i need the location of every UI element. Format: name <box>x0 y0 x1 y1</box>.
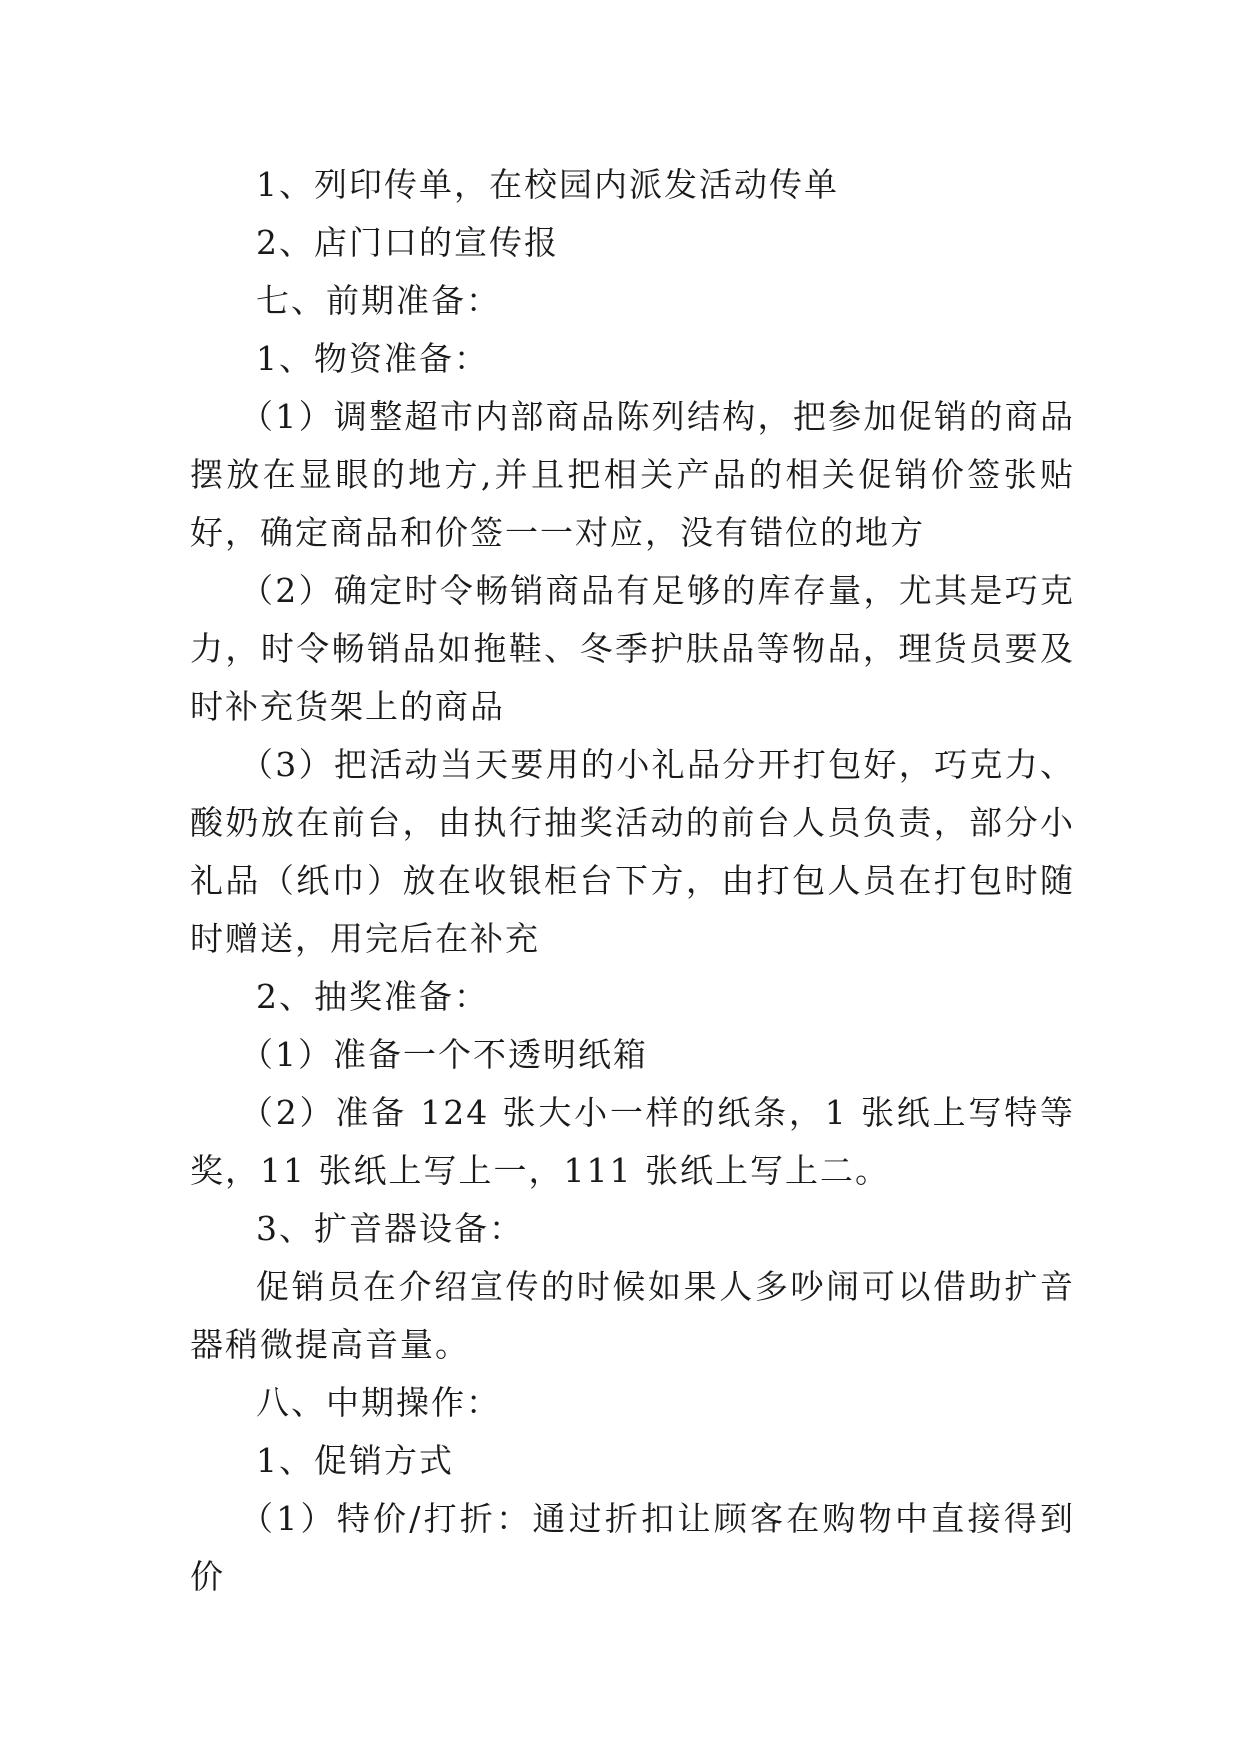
subheading-promotion-method: 1、促销方式 <box>256 1441 454 1480</box>
paragraph-lottery-2: （2）准备 124 张大小一样的纸条，1 张纸上写特等奖，11 张纸上写上一，111 张纸上写上二。 <box>190 1093 1075 1190</box>
paragraph-materials-1: （1）调整超市内部商品陈列结构，把参加促销的商品摆放在显眼的地方,并且把相关产品的相关促销价签张贴好，确定商品和价签一一对应，没有错位的地方 <box>190 397 1075 552</box>
paragraph-flyer-printing: 1、列印传单，在校园内派发活动传单 <box>256 165 839 204</box>
section-heading-preparation: 七、前期准备： <box>256 281 501 320</box>
subheading-lottery: 2、抽奖准备： <box>256 977 489 1016</box>
paragraph-materials-2: （2）确定时令畅销商品有足够的库存量，尤其是巧克力，时令畅销品如拖鞋、冬季护肤品等物品，理货员要及时补充货架上的商品 <box>190 571 1075 726</box>
subheading-materials: 1、物资准备： <box>256 339 489 378</box>
paragraph-materials-3: （3）把活动当天要用的小礼品分开打包好，巧克力、酸奶放在前台，由执行抽奖活动的前台人员负责，部分小礼品（纸巾）放在收银柜台下方，由打包人员在打包时随时赠送，用完后在补充 <box>190 745 1075 958</box>
section-heading-operation: 八、中期操作： <box>256 1383 501 1422</box>
paragraph-loudspeaker: 促销员在介绍宣传的时候如果人多吵闹可以借助扩音器稍微提高音量。 <box>190 1267 1075 1364</box>
paragraph-lottery-1: （1）准备一个不透明纸箱 <box>240 1035 648 1074</box>
document-body <box>190 156 1075 1606</box>
subheading-loudspeaker: 3、扩音器设备： <box>256 1209 524 1248</box>
paragraph-promotion-1: （1）特价/打折：通过折扣让顾客在购物中直接得到价 <box>190 1499 1075 1596</box>
paragraph-store-poster: 2、店门口的宣传报 <box>256 223 559 262</box>
